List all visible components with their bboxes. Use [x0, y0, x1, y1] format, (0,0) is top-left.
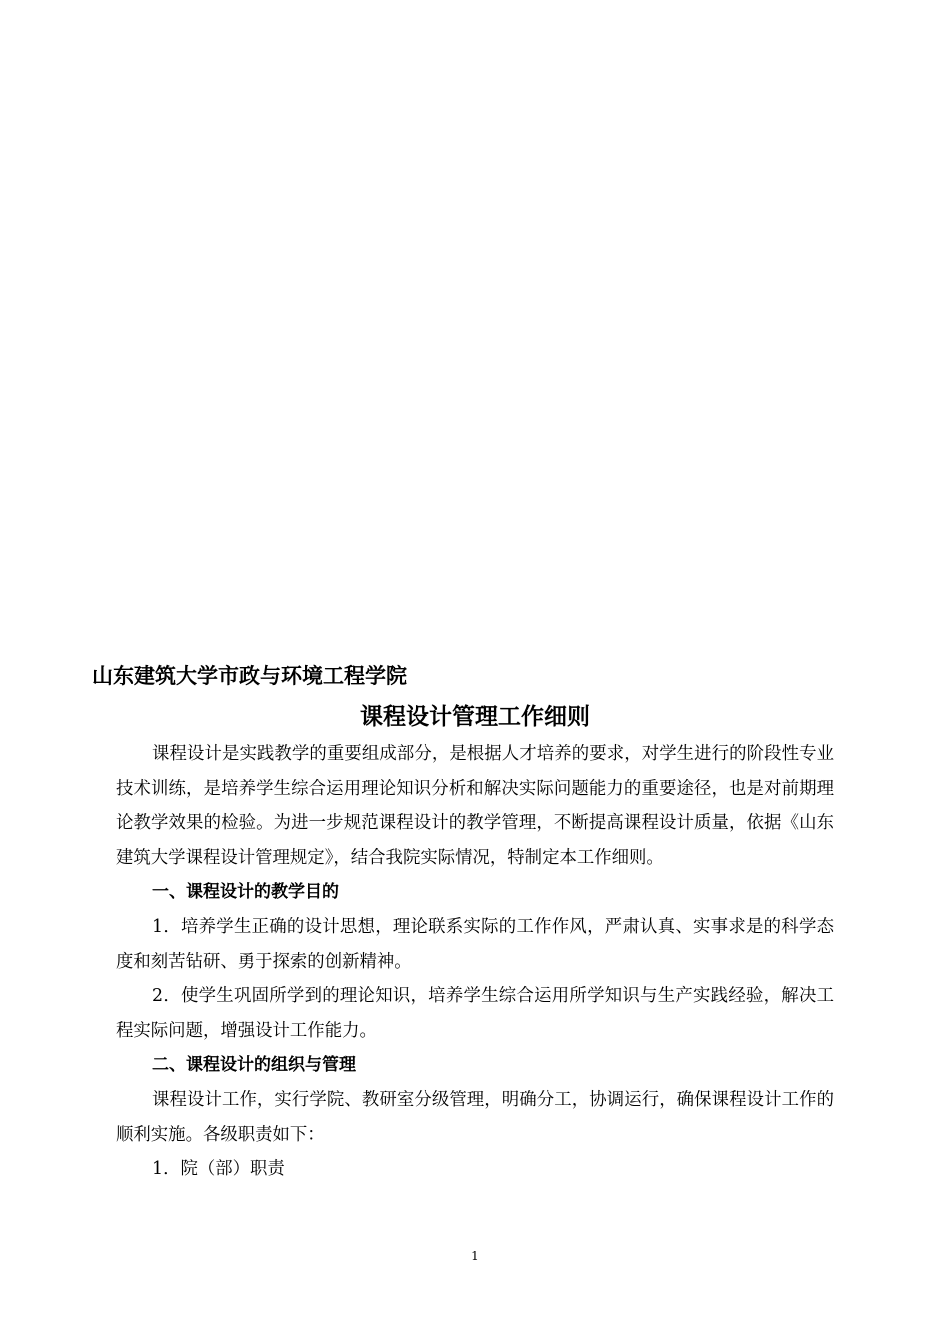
page-number: 1 [471, 1249, 479, 1263]
school-title: 山东建筑大学市政与环境工程学院 [92, 664, 407, 688]
document-title [0, 697, 950, 737]
document-body [116, 737, 834, 1187]
purpose-item-2: 2．使学生巩固所学到的理论知识，培养学生综合运用所学知识与生产实践经验，解决工程实际问题，增强设计工作能力。 [116, 986, 834, 1041]
intro-paragraph: 课程设计是实践教学的重要组成部分，是根据人才培养的要求，对学生进行的阶段性专业技术训练，是培养学生综合运用理论知识分析和解决实际问题能力的重要途径，也是对前期理论教学效果的检验。为进一步规范课程设计的教学管理，不断提高课程设计质量，依据《山东建筑大学课程设计管理规定》，结合我院实际情况，特制定本工作细则。 [116, 744, 834, 868]
organization-sub-item-1: 1．院（部）职责 [152, 1159, 285, 1180]
section-heading-organization: 二、课程设计的组织与管理 [152, 1055, 356, 1076]
purpose-item-1: 1．培养学生正确的设计思想，理论联系实际的工作作风，严肃认真、实事求是的科学态度和刻苦钻研、勇于探索的创新精神。 [116, 916, 834, 972]
organization-paragraph: 课程设计工作，实行学院、教研室分级管理，明确分工，协调运行，确保课程设计工作的顺利实施。各级职责如下： [116, 1089, 834, 1145]
section-heading-teaching-purpose: 一、课程设计的教学目的 [152, 882, 339, 903]
document-title-text: 课程设计管理工作细则 [360, 704, 590, 730]
